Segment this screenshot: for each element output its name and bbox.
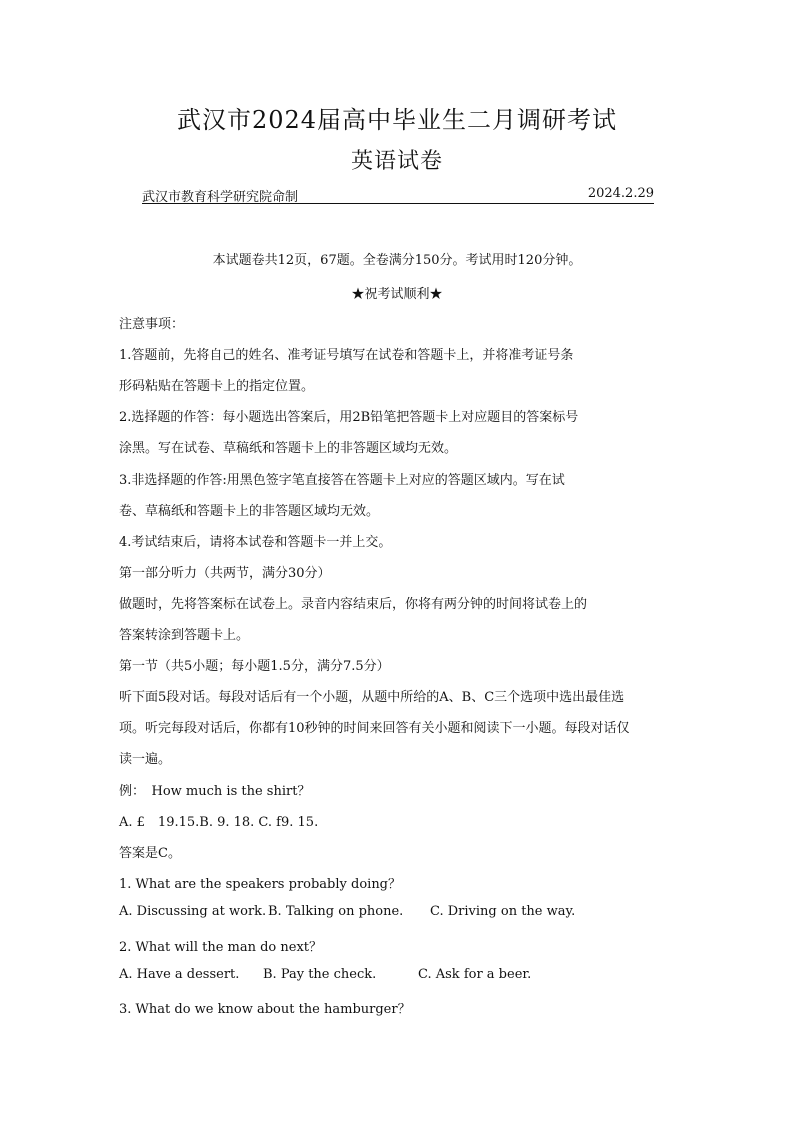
note-3-line-2: 卷、草稿纸和答题卡上的非答题区域均无效。 <box>119 504 380 519</box>
question-2-option-a: A. Have a dessert. <box>119 967 240 982</box>
question-1-option-c: C. Driving on the way. <box>430 904 576 919</box>
section-1-instruction-line-1: 听下面5段对话。每段对话后有一个小题，从题中所给的A、B、C三个选项中选出最佳选 <box>119 690 625 705</box>
example-answer: 答案是C。 <box>119 846 181 861</box>
section-1-instruction-line-2: 项。听完每段对话后，你都有10秒钟的时间来回答有关小题和阅读下一小题。每段对话仅 <box>119 721 630 736</box>
publisher: 武汉市教育科学研究院命制 <box>142 190 299 205</box>
section-1-heading: 第一节（共5小题；每小题1.5分，满分7.5分） <box>119 659 390 674</box>
note-4: 4.考试结束后，请将本试卷和答题卡一并上交。 <box>119 535 392 550</box>
question-2-option-b: B. Pay the check. <box>263 967 377 982</box>
exam-subtitle: 英语试卷 <box>350 149 443 174</box>
question-1: 1. What are the speakers probably doing？ <box>119 877 402 892</box>
section-1-instruction-line-3: 读一遍。 <box>119 752 172 767</box>
question-1-option-a: A. Discussing at work. <box>119 904 267 919</box>
question-2-option-c: C. Ask for a beer. <box>418 967 532 982</box>
notes-heading: 注意事项： <box>119 317 185 332</box>
question-2: 2. What will the man do next？ <box>119 940 323 955</box>
exam-title: 武汉市2024届高中毕业生二月调研考试 <box>176 106 618 134</box>
exam-summary: 本试题卷共12页，67题。全卷满分150分。考试用时120分钟。 <box>212 253 582 268</box>
publisher-line <box>142 186 654 204</box>
part-1-instruction-line-1: 做题时，先将答案标在试卷上。录音内容结束后，你将有两分钟的时间将试卷上的 <box>119 597 588 612</box>
part-1-heading: 第一部分听力（共两节，满分30分） <box>119 566 331 581</box>
good-luck-line: ★祝考试顺利★ <box>351 287 443 302</box>
exam-date: 2024.2.29 <box>587 186 654 201</box>
question-3: 3. What do we know about the hamburger？ <box>119 1002 411 1017</box>
example-question: 例： How much is the shirt？ <box>119 784 311 799</box>
note-3-line-1: 3.非选择题的作答:用黑色签字笔直接答在答题卡上对应的答题区域内。写在试 <box>119 473 565 488</box>
note-2-line-2: 涂黑。写在试卷、草稿纸和答题卡上的非答题区域均无效。 <box>119 441 458 456</box>
question-1-option-b: B. Talking on phone. <box>268 904 404 919</box>
note-2-line-1: 2.选择题的作答：每小题选出答案后，用2B铅笔把答题卡上对应题目的答案标号 <box>119 410 579 425</box>
example-options: A. £ 19.15.B. 9. 18. C. f9. 15. <box>119 815 319 830</box>
note-1-line-1: 1.答题前，先将自己的姓名、准考证号填写在试卷和答题卡上，并将准考证号条 <box>119 348 574 363</box>
part-1-instruction-line-2: 答案转涂到答题卡上。 <box>119 628 250 643</box>
note-1-line-2: 形码粘贴在答题卡上的指定位置。 <box>119 379 315 394</box>
